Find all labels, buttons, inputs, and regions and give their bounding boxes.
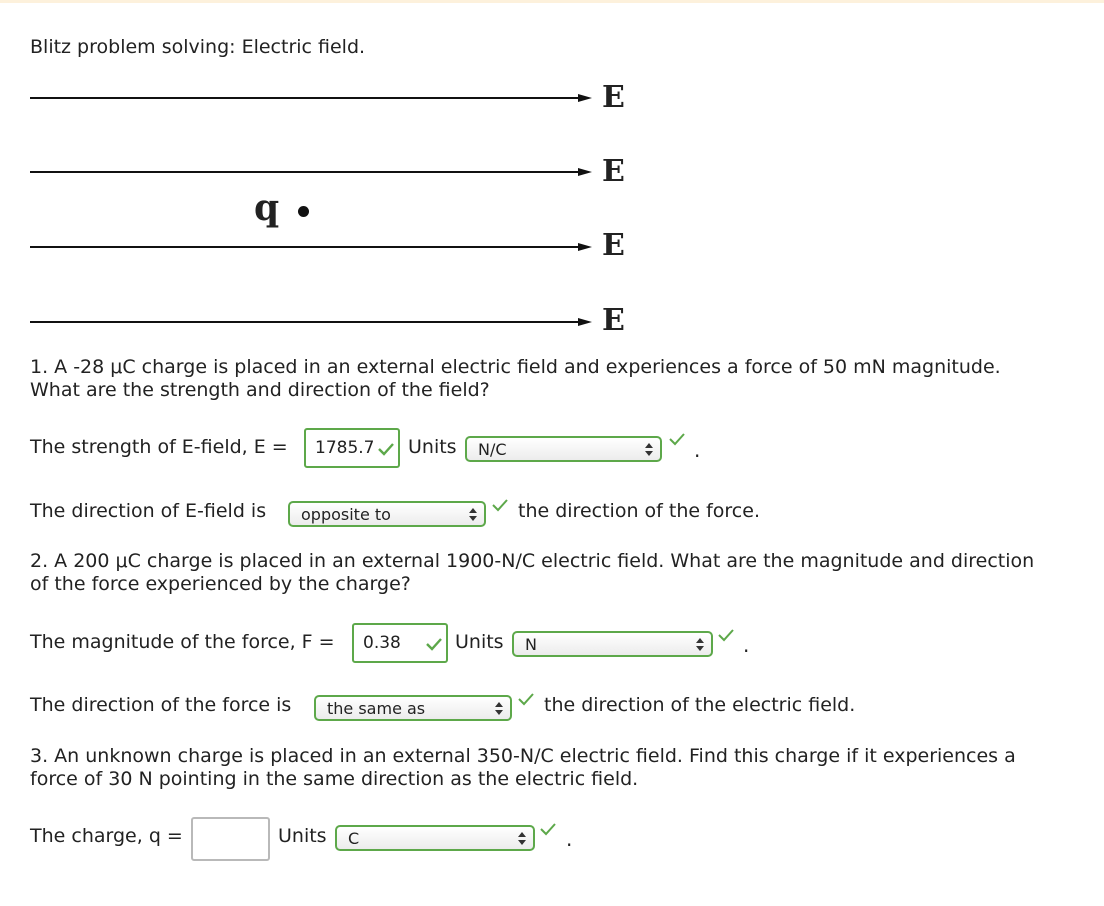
- field-label: E: [602, 154, 625, 189]
- magnitude-value: 0.38: [363, 633, 401, 653]
- arrow-icon: [578, 94, 592, 102]
- question-1-text: [30, 356, 1001, 402]
- check-icon: [377, 440, 395, 458]
- direction-selected: the same as: [327, 698, 426, 718]
- units-selected: N/C: [478, 439, 507, 459]
- units-select[interactable]: [465, 436, 662, 462]
- chevron-updown-icon: [518, 832, 526, 845]
- units-selected: N: [525, 634, 537, 654]
- field-line: [30, 171, 586, 173]
- field-label: E: [602, 303, 625, 338]
- question-2-line-2: of the force experienced by the charge?: [30, 573, 411, 595]
- strength-label: The strength of E-field, E =: [30, 436, 288, 458]
- direction-suffix: the direction of the force.: [518, 500, 760, 522]
- magnitude-label: The magnitude of the force, F =: [30, 631, 335, 653]
- chevron-updown-icon: [645, 443, 653, 456]
- check-icon: [517, 690, 535, 708]
- direction-select[interactable]: [314, 695, 512, 721]
- page-title: Blitz problem solving: Electric field.: [30, 36, 366, 58]
- arrow-icon: [578, 318, 592, 326]
- units-label: Units: [455, 631, 504, 653]
- check-icon: [717, 626, 735, 644]
- arrow-icon: [578, 168, 592, 176]
- direction-label: The direction of the force is: [30, 694, 292, 716]
- charge-label: q: [254, 187, 280, 229]
- field-label: E: [602, 80, 625, 115]
- magnitude-input[interactable]: [352, 623, 448, 663]
- field-line: [30, 321, 586, 323]
- units-label: Units: [408, 436, 457, 458]
- question-3-text: [30, 745, 1016, 791]
- charge-dot: [298, 206, 309, 217]
- direction-label: The direction of E-field is: [30, 500, 267, 522]
- direction-selected: opposite to: [301, 504, 391, 524]
- chevron-updown-icon: [495, 702, 503, 715]
- field-line: [30, 97, 586, 99]
- period: .: [743, 633, 750, 657]
- period: .: [694, 438, 701, 462]
- top-accent-bar: [0, 0, 1104, 3]
- field-line: [30, 246, 586, 248]
- period: .: [566, 827, 573, 851]
- direction-suffix: the direction of the electric field.: [544, 694, 856, 716]
- question-1-line-2: What are the strength and direction of the field?: [30, 379, 490, 401]
- check-icon: [539, 820, 557, 838]
- units-label: Units: [278, 825, 327, 847]
- question-1-line-1: 1. A -28 μC charge is placed in an external electric field and experiences a force of 50 mN magnitude.: [30, 356, 1001, 378]
- field-label: E: [602, 228, 625, 263]
- check-icon: [668, 430, 686, 448]
- direction-select[interactable]: [288, 501, 486, 527]
- question-3-line-2: force of 30 N pointing in the same direction as the electric field.: [30, 768, 639, 790]
- check-icon: [491, 496, 509, 514]
- strength-value: 1785.7: [315, 438, 375, 458]
- units-select[interactable]: [335, 825, 535, 851]
- check-icon: [425, 635, 443, 653]
- units-selected: C: [348, 828, 360, 848]
- chevron-updown-icon: [469, 508, 477, 521]
- strength-input[interactable]: [304, 428, 400, 468]
- chevron-updown-icon: [696, 638, 704, 651]
- question-3-line-1: 3. An unknown charge is placed in an external 350-N/C electric field. Find this charge if it experiences a: [30, 745, 1016, 767]
- question-2-text: [30, 550, 1034, 596]
- question-2-line-1: 2. A 200 μC charge is placed in an external 1900-N/C electric field. What are the magnitude and direction: [30, 550, 1035, 572]
- arrow-icon: [578, 243, 592, 251]
- charge-input[interactable]: [191, 817, 270, 861]
- units-select[interactable]: [512, 631, 713, 657]
- charge-label-text: The charge, q =: [30, 825, 183, 847]
